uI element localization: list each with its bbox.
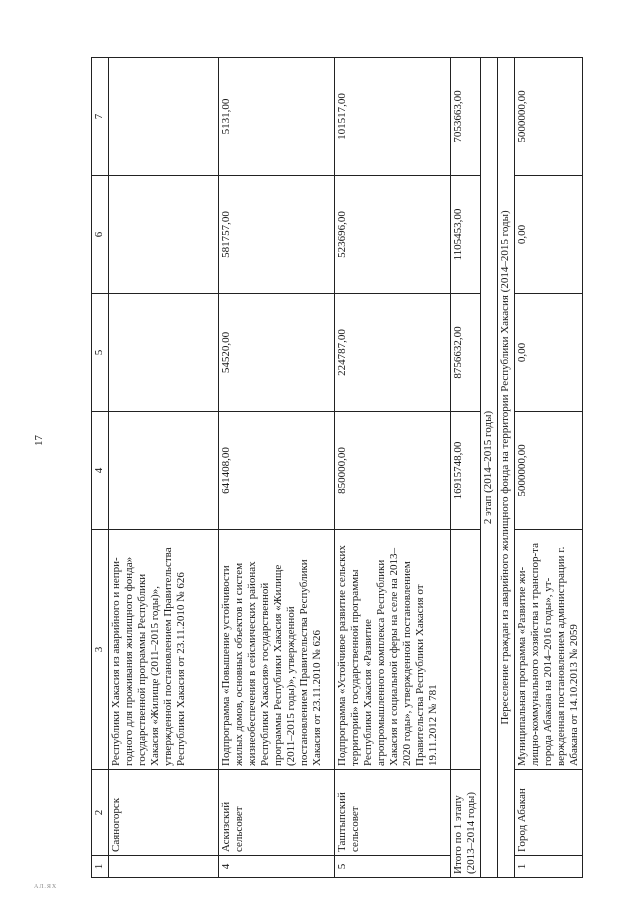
- amount-col7: 101517,00: [335, 58, 451, 176]
- row-number: 1: [515, 856, 583, 878]
- municipality-name: Город Абакан: [515, 770, 583, 856]
- header-cell: 5: [92, 294, 109, 412]
- amount-col4: 16915748,00: [451, 412, 481, 530]
- total-label: Итого по 1 этапу (2013–2014 годы): [451, 770, 481, 878]
- amount-col6: 581757,00: [219, 176, 335, 294]
- header-cell: 7: [92, 58, 109, 176]
- program-description: Республики Хакасия из аварийного и непри-годного для проживания жилищного фонда» государственной программы Республики Хакасия «Жилище (2011–2015 годы)», утвержденной постановлением Правительства Республики Хакасия от 23.11.2010 № 626: [109, 530, 219, 770]
- header-row: [92, 58, 109, 878]
- amount-col5: [109, 294, 219, 412]
- table-row: [515, 58, 583, 878]
- row-number: 5: [335, 856, 451, 878]
- header-cell: 1: [92, 856, 109, 878]
- amount-col5: 8756632,00: [451, 294, 481, 412]
- row-number: 4: [219, 856, 335, 878]
- stage2-title: 2 этап (2014–2015 годы): [481, 58, 498, 878]
- amount-col5: 54520,00: [219, 294, 335, 412]
- amount-col6: 1105453,00: [451, 176, 481, 294]
- header-cell: 2: [92, 770, 109, 856]
- header-cell: 3: [92, 530, 109, 770]
- program-description: Подпрограмма «Устойчивое развитие сельских территорий» государственной программы Республики Хакасия «Развитие агропромышленного комплекса Республики Хакасия и социальной сферы на селе на 2013–2020 годы», утвержденной постановлением Правительства Республики Хакасия от 19.11.2012 № 781: [335, 530, 451, 770]
- section-subtitle-row: [498, 58, 515, 878]
- row-number: [109, 856, 219, 878]
- amount-col4: [109, 412, 219, 530]
- section-title-row: [481, 58, 498, 878]
- header-cell: 4: [92, 412, 109, 530]
- header-cell: 6: [92, 176, 109, 294]
- total-row: [451, 58, 481, 878]
- funding-table: [91, 57, 583, 878]
- table-row: [109, 58, 219, 878]
- amount-col6: [109, 176, 219, 294]
- amount-col4: 850000,00: [335, 412, 451, 530]
- stage2-subtitle: Переселение граждан из аварийного жилищного фонда на территории Республики Хакасия (2014–2015 годы): [498, 58, 515, 878]
- amount-col4: 641408,00: [219, 412, 335, 530]
- amount-col7: 5000000,00: [515, 58, 583, 176]
- municipality-name: Аскизский сельсовет: [219, 770, 335, 856]
- program-description: [451, 530, 481, 770]
- amount-col7: [109, 58, 219, 176]
- municipality-name: Саяногорск: [109, 770, 219, 856]
- program-description: Муниципальная программа «Развитие жи-лищно-коммунального хозяйства и транспор-та города Абакана на 2014–2016 годы», ут-вержденная постановлением администрации г. Абакана от 14.10.2013 № 2059: [515, 530, 583, 770]
- corner-mark: AЛ.ЯХ: [34, 884, 58, 890]
- amount-col5: 224787,00: [335, 294, 451, 412]
- table-row: [219, 58, 335, 878]
- page-number: 17: [33, 435, 45, 446]
- amount-col4: 5000000,00: [515, 412, 583, 530]
- table-row: [335, 58, 451, 878]
- rotated-table-sheet: [91, 58, 580, 878]
- amount-col5: 0,00: [515, 294, 583, 412]
- amount-col7: 7053663,00: [451, 58, 481, 176]
- amount-col7: 5131,00: [219, 58, 335, 176]
- program-description: Подпрограмма «Повышение устойчивости жилых домов, основных объектов и систем жизнеобеспечения в сейсмических районах Республики Хакасия» государственной программы Республики Хакасия «Жилище (2011–2015 годы)», утвержденной постановлением Правительства Республики Хакасия от 23.11.2010 № 626: [219, 530, 335, 770]
- municipality-name: Таштыпский сельсовет: [335, 770, 451, 856]
- amount-col6: 523696,00: [335, 176, 451, 294]
- amount-col6: 0,00: [515, 176, 583, 294]
